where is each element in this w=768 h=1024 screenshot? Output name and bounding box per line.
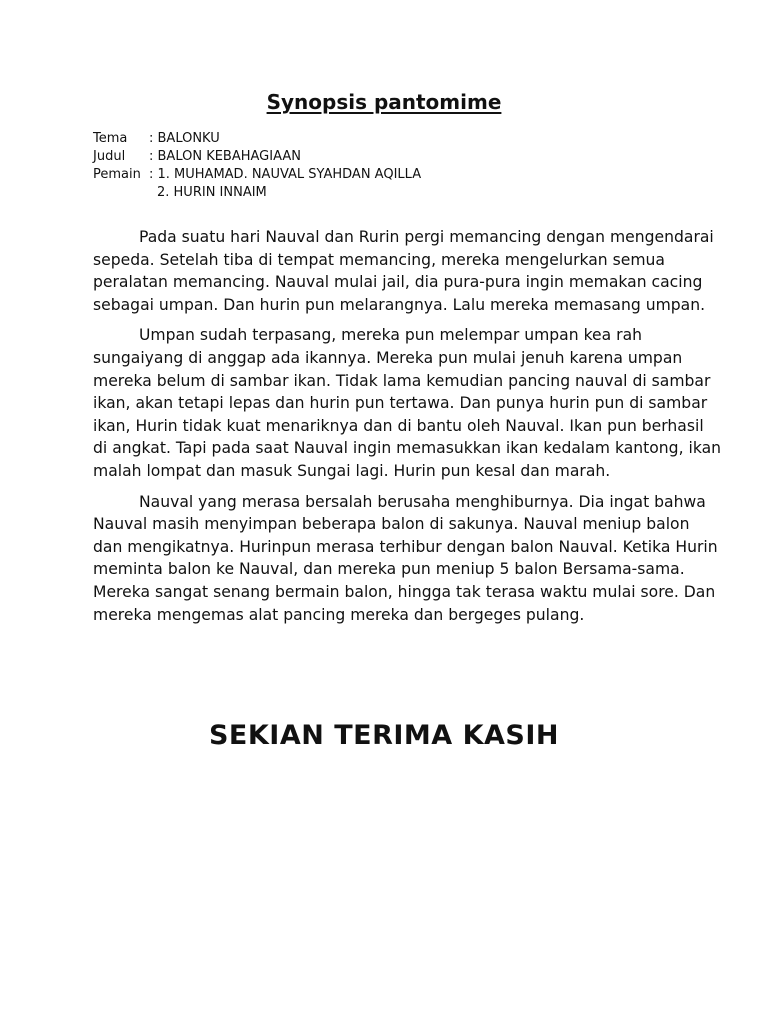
paragraph-2 bbox=[93, 324, 722, 482]
paragraph-line: ikan, Hurin tidak kuat menariknya dan di bantu oleh Nauval. Ikan pun berhasil bbox=[93, 416, 704, 435]
paragraph-line: peralatan memancing. Nauval mulai jail, dia pura-pura ingin memakan cacing bbox=[93, 273, 703, 292]
paragraph-line: mereka mengemas alat pancing mereka dan bergeges pulang. bbox=[93, 605, 585, 624]
paragraph-line: sepeda. Setelah tiba di tempat memancing, mereka mengelurkan semua bbox=[93, 250, 665, 269]
paragraph-line: sungaiyang di anggap ada ikannya. Mereka pun mulai jenuh karena umpan bbox=[93, 348, 683, 367]
paragraph-line: malah lompat dan masuk Sungai lagi. Hurin pun kesal dan marah. bbox=[93, 461, 611, 480]
meta-label-pemain: Pemain bbox=[93, 167, 141, 182]
paragraph-line: ikan, akan tetapi lepas dan hurin pun tertawa. Dan punya hurin pun di sambar bbox=[93, 394, 708, 413]
closing-text: SEKIAN TERIMA KASIH bbox=[208, 720, 560, 751]
paragraph-line: Nauval masih menyimpan beberapa balon di sakunya. Nauval meniup balon bbox=[93, 515, 690, 534]
paragraph-3 bbox=[93, 491, 718, 627]
synopsis-body bbox=[93, 226, 722, 634]
meta-label-judul: Judul bbox=[93, 149, 126, 164]
paragraph-line: Mereka sangat senang bermain balon, hingga tak terasa waktu mulai sore. Dan bbox=[93, 582, 716, 601]
meta-row-tema bbox=[93, 130, 421, 148]
paragraph-line: di angkat. Tapi pada saat Nauval ingin memasukkan ikan kedalam kantong, ikan bbox=[93, 439, 722, 458]
paragraph-line: Nauval yang merasa bersalah berusaha menghiburnya. Dia ingat bahwa bbox=[139, 492, 706, 511]
meta-value-tema: : BALONKU bbox=[149, 131, 220, 146]
meta-row-judul bbox=[93, 148, 421, 166]
meta-row-pemain bbox=[93, 166, 421, 184]
paragraph-line: Pada suatu hari Nauval dan Rurin pergi memancing dengan mengendarai bbox=[139, 228, 714, 246]
meta-value-pemain-2: 2. HURIN INNAIM bbox=[157, 185, 267, 200]
paragraph-line: dan mengikatnya. Hurinpun merasa terhibur dengan balon Nauval. Ketika Hurin bbox=[93, 537, 718, 556]
paragraph-line: sebagai umpan. Dan hurin pun melarangnya. Lalu mereka memasang umpan. bbox=[93, 295, 706, 314]
meta-row-pemain-2 bbox=[93, 184, 421, 202]
paragraph-line: mereka belum di sambar ikan. Tidak lama kemudian pancing nauval di sambar bbox=[93, 371, 711, 390]
document-meta bbox=[93, 130, 421, 202]
paragraph-line: meminta balon ke Nauval, dan mereka pun meniup 5 balon Bersama-sama. bbox=[93, 560, 685, 579]
document-title: Synopsis pantomime bbox=[266, 90, 502, 114]
paragraph-line: Umpan sudah terpasang, mereka pun melempar umpan kea rah bbox=[139, 326, 643, 345]
meta-value-judul: : BALON KEBAHAGIAAN bbox=[149, 149, 301, 164]
paragraph-1 bbox=[93, 226, 714, 316]
meta-label-tema: Tema bbox=[93, 131, 128, 146]
meta-value-pemain-1: : 1. MUHAMAD. NAUVAL SYAHDAN AQILLA bbox=[149, 167, 422, 182]
